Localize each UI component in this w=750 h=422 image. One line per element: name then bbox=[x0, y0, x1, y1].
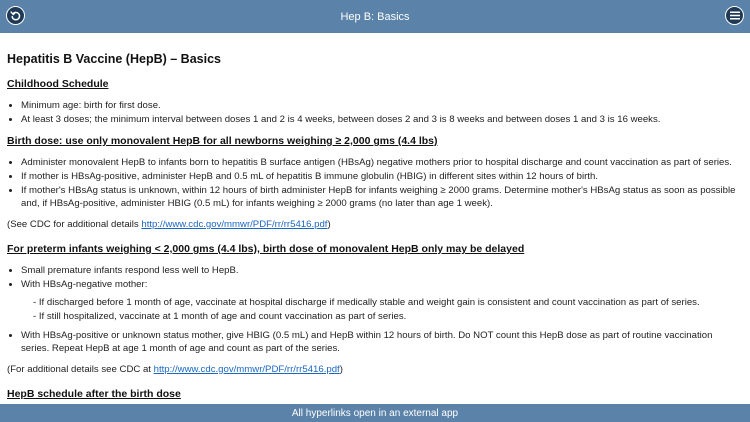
list-item: • At least 3 doses; the minimum interval between doses 1 and 2 is 4 weeks, between doses 2 and 3 is 8 weeks and between doses 1 and 3 is 16 weeks. bbox=[21, 113, 743, 126]
list-item: • If mother is HBsAg-positive, administer HepB and 0.5 mL of hepatitis B immune globulin (HBIG) in different sites within 12 hours of birth. bbox=[21, 170, 743, 183]
list-item-text: With HBsAg-negative mother: bbox=[21, 279, 148, 290]
section-heading-birth-dose: Birth dose: use only monovalent HepB for all newborns weighing ≥ 2,000 gms (4.4 lbs) bbox=[7, 135, 438, 147]
bottom-bar bbox=[0, 404, 750, 422]
section-heading-schedule-after-birth: HepB schedule after the birth dose bbox=[7, 388, 181, 400]
back-arrow-icon bbox=[10, 10, 21, 21]
content-area[interactable] bbox=[0, 33, 750, 404]
preterm-list bbox=[7, 264, 743, 355]
list-item: • Administer monovalent HepB to infants born to hepatitis B surface antigen (HBsAg) negative mothers prior to hospital discharge and count vaccination as part of series. bbox=[21, 156, 743, 169]
list-item: • If mother's HBsAg status is unknown, within 12 hours of birth administer HepB for infants weighing ≥ 2000 grams. Determine mother's HBsAg status as soon as possible and, if HBsAg-positive, administer HBIG (0.5 mL) for infants weighing ≥ 2000 grams (no later than age 1 week). bbox=[21, 184, 743, 210]
hbsag-negative-sublist bbox=[21, 296, 743, 323]
footer-text: All hyperlinks open in an external app bbox=[291, 407, 459, 419]
section-heading-childhood-schedule: Childhood Schedule bbox=[7, 78, 109, 90]
hamburger-menu-icon bbox=[730, 11, 740, 20]
note-prefix: (For additional details see CDC at bbox=[7, 364, 154, 375]
note-suffix: ) bbox=[339, 364, 343, 375]
top-bar bbox=[0, 0, 750, 33]
list-item: • Small premature infants respond less well to HepB. bbox=[21, 264, 743, 277]
birth-dose-list bbox=[7, 156, 743, 210]
page-header-title: Hep B: Basics bbox=[340, 10, 410, 23]
cdc-link[interactable]: http://www.cdc.gov/mmwr/PDF/rr/rr5416.pdf bbox=[141, 219, 328, 230]
list-item: • With HBsAg-positive or unknown status mother, give HBIG (0.5 mL) and HepB within 12 hours of birth. Do NOT count this HepB dose as part of routine vaccination series. Repeat HepB at age 1 month of age and count as part of the series. bbox=[21, 329, 743, 355]
page-title: Hepatitis B Vaccine (HepB) – Basics bbox=[7, 52, 221, 66]
cdc-note-preterm bbox=[7, 363, 743, 376]
cdc-link[interactable]: http://www.cdc.gov/mmwr/PDF/rr/rr5416.pdf bbox=[153, 364, 340, 375]
list-item bbox=[21, 278, 743, 323]
section-heading-preterm-infants: For preterm infants weighing < 2,000 gms (4.4 lbs), birth dose of monovalent HepB only may be delayed bbox=[7, 243, 525, 255]
menu-button[interactable] bbox=[725, 6, 744, 25]
childhood-schedule-list bbox=[7, 99, 743, 126]
back-button[interactable] bbox=[6, 6, 25, 25]
list-item: • Minimum age: birth for first dose. bbox=[21, 99, 743, 112]
cdc-note-birth-dose bbox=[7, 218, 743, 231]
note-suffix: ) bbox=[327, 219, 331, 230]
sub-list-item: - If discharged before 1 month of age, vaccinate at hospital discharge if medically stable and weight gain is consistent and count vaccination as part of series. bbox=[33, 296, 743, 309]
sub-list-item: - If still hospitalized, vaccinate at 1 month of age and count vaccination as part of series. bbox=[33, 310, 743, 323]
note-prefix: (See CDC for additional details bbox=[7, 219, 142, 230]
